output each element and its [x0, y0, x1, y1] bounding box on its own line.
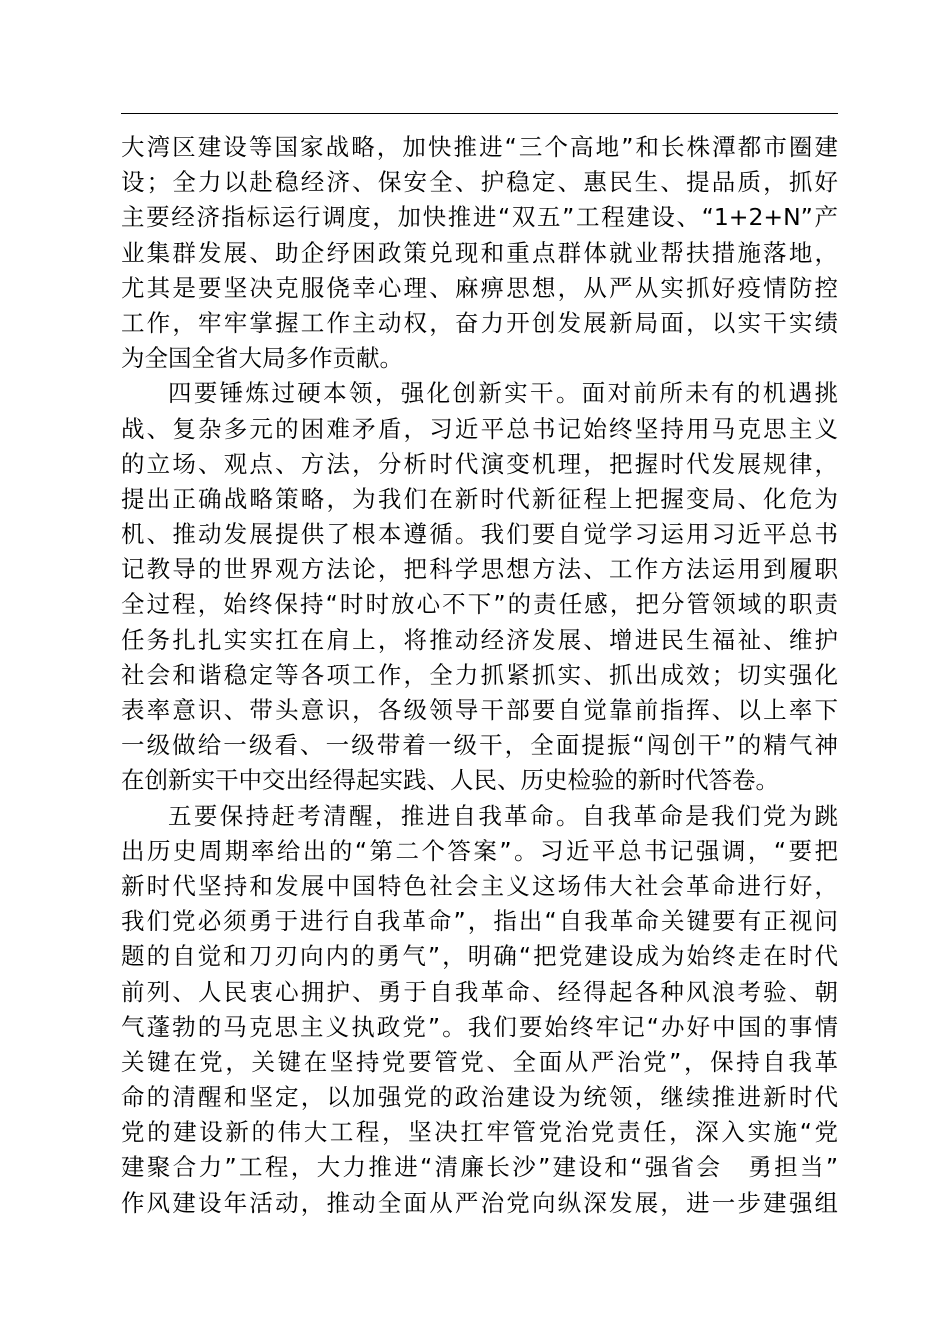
paragraph-start-line: 五要保持赶考清醒，推进自我革命。自我革命是我们党为跳	[168, 801, 838, 830]
text-line: 表率意识、带头意识，各级领导干部要自觉靠前指挥、以上率下	[121, 696, 838, 724]
text-line: 在创新实干中交出经得起实践、人民、历史检验的新时代答卷。	[121, 766, 779, 795]
text-line: 机、推动发展提供了根本遵循。我们要自觉学习运用习近平总书	[121, 520, 838, 549]
text-line: 任务扎扎实实扛在肩上，将推动经济发展、增进民生福祉、维护	[121, 625, 838, 654]
text-line: 记教导的世界观方法论，把科学思想方法、工作方法运用到履职	[121, 555, 838, 584]
header-rule	[121, 113, 838, 114]
text-line: 设；全力以赴稳经济、保安全、护稳定、惠民生、提品质，抓好	[121, 168, 838, 197]
text-line: 尤其是要坚决克服侥幸心理、麻痹思想，从严从实抓好疫情防控	[121, 273, 838, 302]
text-line: 全过程，始终保持“时时放心不下”的责任感，把分管领域的职责	[121, 590, 838, 619]
text-line: 党的建设新的伟大工程，坚决扛牢管党治党责任，深入实施“党	[121, 1118, 838, 1147]
text-line: 社会和谐稳定等各项工作，全力抓紧抓实、抓出成效；切实强化	[121, 660, 838, 689]
paragraph-start-line: 四要锤炼过硬本领，强化创新实干。面对前所未有的机遇挑	[168, 379, 838, 408]
text-line: 战、复杂多元的困难矛盾，习近平总书记始终坚持用马克思主义	[121, 414, 838, 443]
body-text	[121, 130, 838, 1221]
text-line: 气蓬勃的马克思主义执政党”。我们要始终牢记“办好中国的事情	[121, 1012, 838, 1041]
text-line: 建聚合力”工程，大力推进“清廉长沙”建设和“强省会 勇担当”	[121, 1153, 838, 1182]
text-line: 业集群发展、助企纾困政策兑现和重点群体就业帮扶措施落地，	[121, 238, 838, 267]
text-line: 我们党必须勇于进行自我革命”，指出“自我革命关键要有正视问	[121, 907, 838, 936]
text-line: 一级做给一级看、一级带着一级干，全面提振“闯创干”的精气神	[121, 731, 838, 760]
text-line: 大湾区建设等国家战略，加快推进“三个高地”和长株潭都市圈建	[121, 133, 838, 161]
text-line: 提出正确战略策略，为我们在新时代新征程上把握变局、化危为	[121, 484, 838, 513]
text-line: 为全国全省大局多作贡献。	[121, 344, 403, 373]
text-line: 作风建设年活动，推动全面从严治党向纵深发展，进一步建强组	[121, 1188, 838, 1217]
text-line: 工作，牢牢掌握工作主动权，奋力开创发展新局面，以实干实绩	[121, 308, 838, 337]
text-line: 的立场、观点、方法，分析时代演变机理，把握时代发展规律，	[121, 449, 838, 478]
text-line: 题的自觉和刀刃向内的勇气”，明确“把党建设成为始终走在时代	[121, 942, 838, 971]
text-line: 关键在党，关键在坚持党要管党、全面从严治党”，保持自我革	[121, 1047, 838, 1076]
text-line: 命的清醒和坚定，以加强党的政治建设为统领，继续推进新时代	[121, 1083, 838, 1112]
text-line: 新时代坚持和发展中国特色社会主义这场伟大社会革命进行好，	[121, 871, 838, 900]
text-line: 出历史周期率给出的“第二个答案”。习近平总书记强调，“要把	[121, 836, 838, 865]
text-line: 主要经济指标运行调度，加快推进“双五”工程建设、“1+2+N”产	[121, 203, 838, 232]
text-line: 前列、人民衷心拥护、勇于自我革命、经得起各种风浪考验、朝	[121, 977, 838, 1006]
